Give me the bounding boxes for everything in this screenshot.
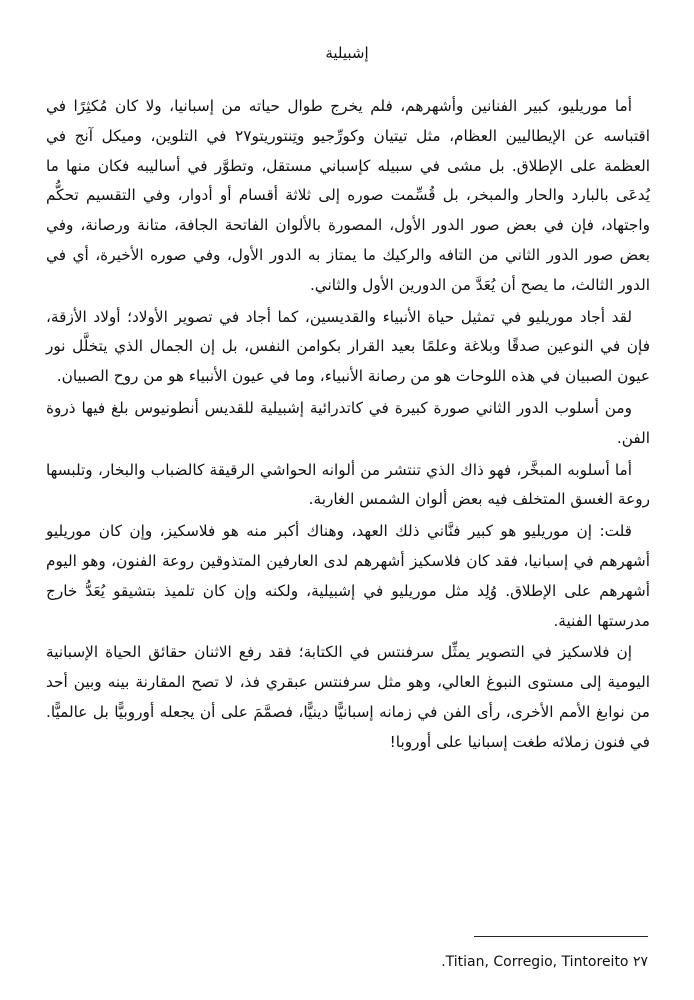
footnote: ٢٧ Titian, Corregio, Tintoreito. bbox=[441, 954, 648, 970]
paragraph-murillo: أما موريليو، كبير الفنانين وأشهرهم، فلم يخرج طوال حياته من إسبانيا، ولا كان مُكثِرًا في اقتباسه عن الإيطاليين العظام، مثل تيتيان وكورِّجيو وتِنتوريتو٢٧ في التلوين، وميكل آنج في العظمة على الإطلاق. بل مشى في سبيله كإسباني مستقل، وتطوَّر في أساليبه فكان منها ما يُدعَى بالبارد والحار والمبخر، بل قُسِّمت صوره إلى ثلاثة أقسام أو أدوار، وفي التقسيم تحكُّم واجتهاد، فإن في بعض صور الدور الأول، المصورة بالألوان الفاتحة الجافة، متانة ورصانة، وفي بعض صور الدور الثاني من التافه والركيك ما يمتاز به الدور الأول، وفي صوره الأخيرة، أي في الدور الثالث، ما يصح أن يُعَدَّ من الدورين الأول والثاني. bbox=[46, 97, 650, 294]
paragraph-second-period: ومن أسلوب الدور الثاني صورة كبيرة في كاتدرائية إشبيلية للقديس أنطونيوس بلغ فيها ذروة الفن. bbox=[46, 398, 650, 447]
paragraph-vaporous-style: أما أسلوبه المبخَّر، فهو ذاك الذي تنتشر من ألوانه الحواشي الرقيقة كالضباب والبخار، وتلبسها روعة الغسق المتخلف فيه بعض ألوان الشمس الغاربة. bbox=[46, 460, 650, 509]
paragraph-cervantes: إن فلاسكيز في التصوير يمثِّل سرفنتس في الكتابة؛ فقد رفع الاثنان حقائق الحياة الإسبانية اليومية إلى مستوى النبوغ العالي، وهو مثل سرفنتس عبقري فذ، لا تصح المقارنة بينه وبين أحد من نوابغ الأمم الأخرى، رأى الفن في زمانه إسبانيًّا دينيًّا، فصمَّمَ على أن يجعله أوروبيًّا بل عالميًّا. في فنون زملائه طغت إسبانيا على أوروبا! bbox=[46, 643, 650, 751]
paragraph-prophets-children: لقد أجاد موريليو في تمثيل حياة الأنبياء والقديسين، كما أجاد في تصوير الأولاد؛ أولاد الأزقة، فإن في النوعين صدقًا وبلاغة وعلمًا بعيد القرار بكوامن النفس، بل إن الجمال الذي يتخلَّل نور عيون الصبيان في هذه اللوحات هو من رصانة الأنبياء، وما في عيون الأنبياء هو من روح الصبيان. bbox=[46, 307, 650, 386]
body-text bbox=[46, 92, 650, 760]
paragraph-velazquez: قلت: إن موريليو هو كبير فنَّاني ذلك العهد، وهناك أكبر منه هو فلاسكيز، وإن كان موريليو أشهرهم في إسبانيا، فقد كان فلاسكيز أشهرهم لدى العارفين المتذوقين روعة الفنون، وهو اليوم أشهرهم على الإطلاق. وُلِد مثل موريليو في إشبيلية، ولكنه وإن كان تلميذ بتشيقو يُعَدُّ خارج مدرستها الفنية. bbox=[46, 522, 650, 630]
footnote-divider bbox=[474, 936, 648, 937]
running-header: إشبيلية bbox=[325, 44, 369, 62]
